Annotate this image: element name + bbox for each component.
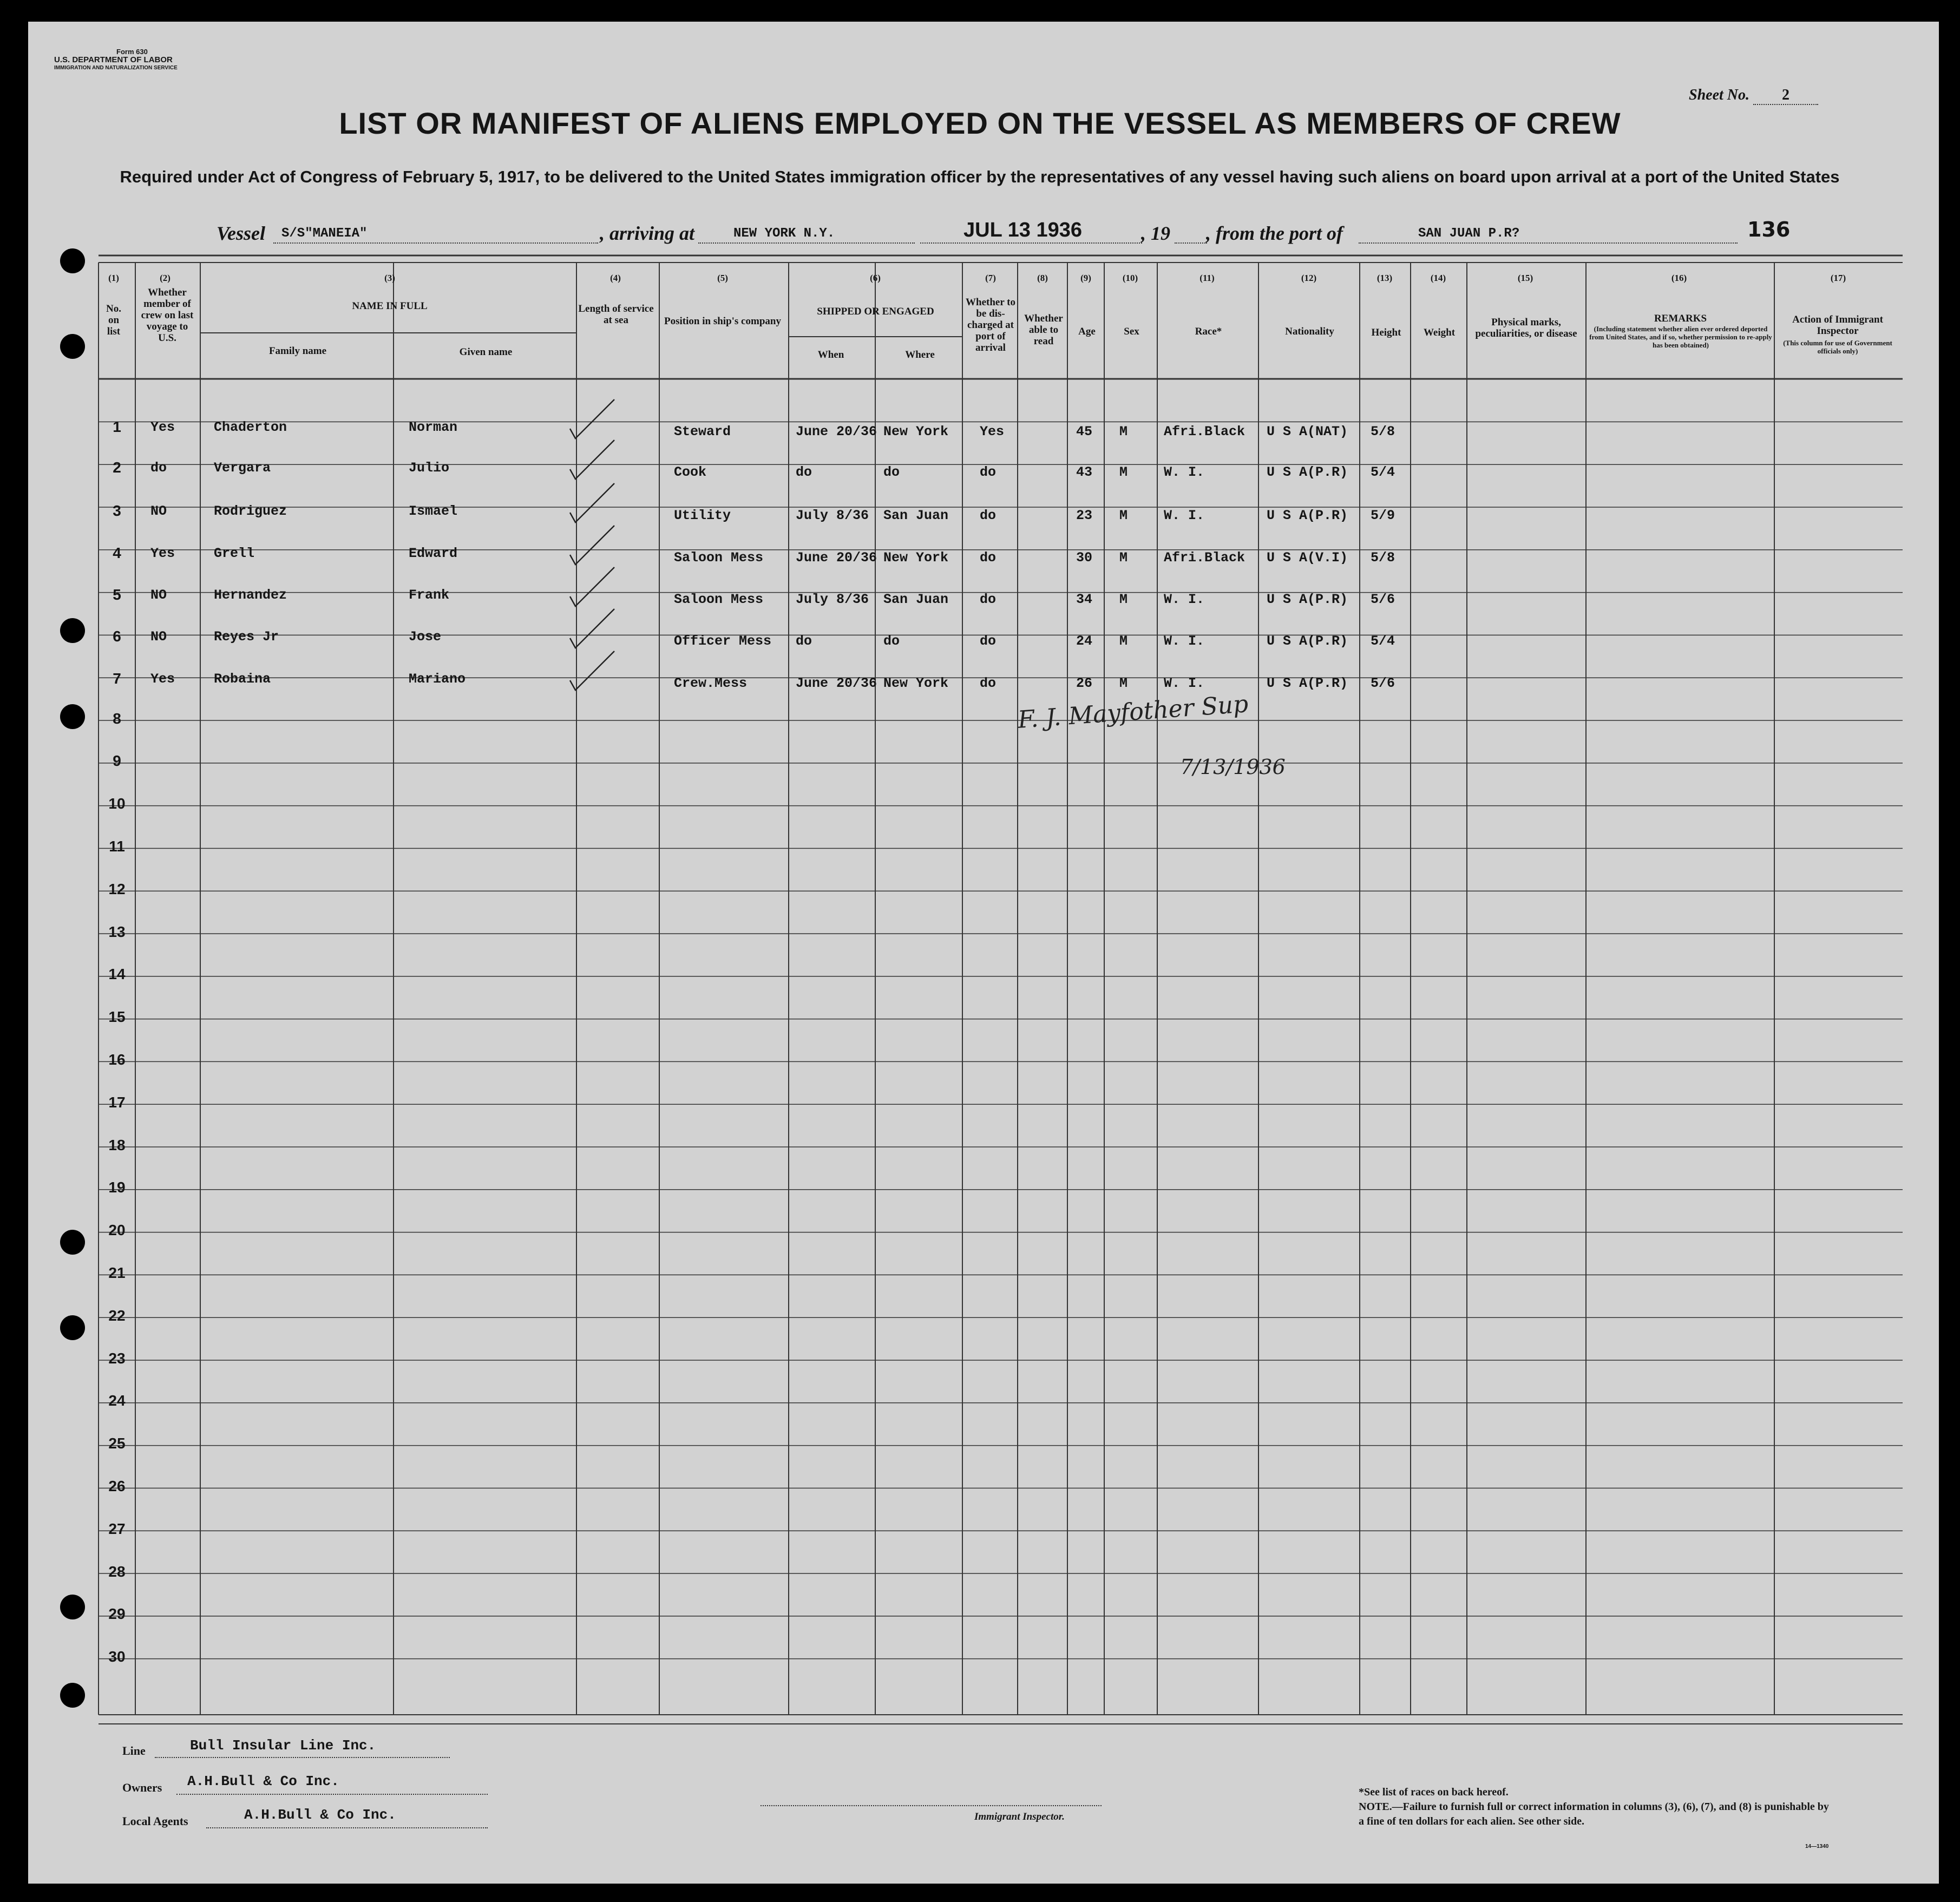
race-cell: W. I. [1164, 675, 1205, 691]
nationality-cell: U S A(NAT) [1267, 424, 1348, 440]
column-number: (9) [1080, 273, 1091, 283]
header-action: Action of Immigrant Inspector [1792, 314, 1883, 337]
column-number: (12) [1301, 273, 1317, 283]
family-name-cell: Grell [214, 546, 255, 561]
nationality-cell: U S A(V.I) [1267, 550, 1348, 566]
header-discharged: Whether to be dis-charged at port of arrival [966, 297, 1015, 353]
header-physical: Physical marks, peculiarities, or disease [1475, 317, 1577, 339]
column-number: (6) [870, 273, 881, 283]
from-value[interactable]: SAN JUAN P.R? [1418, 226, 1520, 241]
sex-cell: M [1119, 675, 1128, 691]
row-number: 17 [108, 1093, 126, 1111]
row-number: 26 [108, 1478, 126, 1494]
row-number: 4 [113, 545, 121, 561]
binder-hole [60, 1230, 85, 1255]
row-number: 29 [108, 1605, 126, 1623]
sex-cell: M [1119, 633, 1128, 649]
height-cell: 5/8 [1371, 550, 1395, 566]
discharged-cell: Yes [980, 424, 1005, 440]
height-cell: 5/4 [1371, 464, 1395, 480]
agents-label: Local Agents [122, 1814, 188, 1828]
header-nationality: Nationality [1285, 326, 1334, 337]
given-name-cell: Jose [409, 629, 442, 645]
row-number: 8 [113, 710, 121, 727]
header-shipped: SHIPPED OR ENGAGED [817, 306, 934, 317]
check-mark-icon [566, 479, 620, 528]
given-name-cell: Edward [409, 546, 458, 561]
header-length-service: Length of service at sea [578, 303, 654, 326]
row-number: 19 [108, 1179, 126, 1196]
row-number: 14 [108, 966, 126, 983]
agents-dots [206, 1827, 488, 1828]
line-value[interactable]: Bull Insular Line Inc. [190, 1737, 376, 1754]
race-cell: Afri.Black [1164, 424, 1246, 440]
family-name-cell: Rodriguez [214, 503, 287, 519]
row-number: 11 [109, 838, 125, 855]
member-cell: Yes [150, 671, 175, 687]
family-name-cell: Robaina [214, 671, 271, 687]
header-remarks-note: (Including statement whether alien ever ordered deported from United States, and if so, whether permission to re-apply has been obtained) [1589, 325, 1772, 349]
column-number: (17) [1830, 273, 1846, 283]
when-cell: do [796, 633, 812, 649]
family-name-cell: Vergara [214, 460, 271, 476]
age-cell: 43 [1076, 464, 1093, 480]
header-height: Height [1371, 327, 1401, 338]
member-cell: NO [150, 587, 167, 603]
signature-date: 7/13/1936 [1180, 755, 1286, 779]
binder-hole [60, 248, 85, 273]
height-cell: 5/4 [1371, 633, 1395, 649]
page-subtitle: Required under Act of Congress of February 5, 1917, to be delivered to the United States immigration officer by the representatives of any vessel having such aliens on board upon arrival at a port of the United States [120, 167, 1840, 186]
row-number: 2 [113, 459, 121, 476]
when-cell: July 8/36 [796, 508, 869, 523]
when-cell: June 20/36 [796, 675, 877, 691]
row-number: 13 [108, 923, 126, 940]
sex-cell: M [1119, 464, 1128, 480]
family-name-cell: Chaderton [214, 419, 287, 435]
row-number: 27 [108, 1520, 126, 1537]
discharged-cell: do [980, 464, 997, 480]
service-name: IMMIGRATION AND NATURALIZATION SERVICE [54, 65, 178, 71]
check-mark-icon [566, 647, 620, 696]
owners-dots [176, 1794, 488, 1795]
column-number: (2) [160, 273, 171, 283]
row-number: 10 [108, 795, 126, 812]
row-number: 28 [108, 1563, 126, 1580]
column-number: (1) [108, 273, 119, 283]
header-action-note: (This column for use of Government officials only) [1783, 339, 1892, 355]
nationality-cell: U S A(P.R) [1267, 508, 1348, 523]
member-cell: do [150, 460, 167, 476]
height-cell: 5/8 [1371, 424, 1395, 440]
row-number: 20 [108, 1222, 126, 1239]
header-when: When [817, 349, 844, 360]
where-cell: San Juan [883, 508, 949, 523]
age-cell: 24 [1076, 633, 1093, 649]
department-name: U.S. DEPARTMENT OF LABOR [54, 55, 173, 64]
race-cell: W. I. [1164, 592, 1205, 607]
check-mark-icon [566, 605, 620, 653]
race-cell: W. I. [1164, 633, 1205, 649]
member-cell: Yes [150, 546, 175, 561]
header-weight: Weight [1423, 327, 1456, 338]
row-number: 3 [113, 502, 121, 519]
binder-hole [60, 618, 85, 643]
where-cell: do [883, 633, 900, 649]
position-cell: Cook [674, 464, 707, 480]
arriving-value[interactable]: NEW YORK N.Y. [733, 226, 835, 241]
vessel-label: Vessel [217, 222, 265, 244]
agents-value[interactable]: A.H.Bull & Co Inc. [244, 1807, 396, 1823]
line-dots [155, 1757, 450, 1758]
sex-cell: M [1119, 508, 1128, 523]
inspector-signature-line [761, 1805, 1102, 1806]
footer-agents [122, 1807, 396, 1828]
position-cell: Utility [674, 508, 731, 523]
sex-cell: M [1119, 550, 1128, 566]
header-remarks: REMARKS [1654, 313, 1707, 324]
column-number: (4) [610, 273, 621, 283]
nationality-cell: U S A(P.R) [1267, 633, 1348, 649]
age-cell: 30 [1076, 550, 1093, 566]
binder-hole [60, 704, 85, 729]
discharged-cell: do [980, 508, 997, 523]
position-cell: Steward [674, 424, 731, 440]
member-cell: Yes [150, 419, 175, 435]
races-note: *See list of races on back hereof. [1359, 1786, 1509, 1798]
row-number: 6 [113, 628, 121, 645]
row-number: 25 [108, 1435, 126, 1452]
column-number: (8) [1037, 273, 1048, 283]
nationality-cell: U S A(P.R) [1267, 464, 1348, 480]
column-number: (11) [1199, 273, 1215, 283]
header-age: Age [1078, 326, 1096, 337]
nationality-cell: U S A(P.R) [1267, 592, 1348, 607]
family-name-cell: Reyes Jr [214, 629, 279, 645]
height-cell: 5/6 [1371, 592, 1395, 607]
given-name-cell: Mariano [409, 671, 466, 687]
header-where: Where [905, 349, 935, 360]
footer-line [122, 1737, 376, 1758]
family-name-cell: Hernandez [214, 587, 287, 603]
where-cell: New York [883, 550, 949, 566]
discharged-cell: do [980, 592, 997, 607]
row-number: 23 [108, 1349, 126, 1367]
discharged-cell: do [980, 633, 997, 649]
race-cell: W. I. [1164, 508, 1205, 523]
when-cell: July 8/36 [796, 592, 869, 607]
header-sex: Sex [1124, 326, 1139, 337]
column-number: (15) [1517, 273, 1533, 283]
row-number: 24 [108, 1392, 126, 1409]
row-number: 15 [108, 1008, 126, 1026]
date-stamp: JUL 13 1936 [963, 219, 1083, 241]
when-cell: do [796, 464, 812, 480]
row-number: 21 [108, 1264, 126, 1281]
row-number: 22 [108, 1307, 126, 1324]
given-name-cell: Norman [409, 419, 458, 435]
row-number: 1 [113, 418, 121, 435]
where-cell: New York [883, 675, 949, 691]
position-cell: Officer Mess [674, 633, 772, 649]
discharged-cell: do [980, 550, 997, 566]
where-cell: New York [883, 424, 949, 440]
footer-owners [122, 1773, 339, 1795]
binder-hole [60, 1315, 85, 1340]
member-cell: NO [150, 629, 167, 645]
position-cell: Saloon Mess [674, 550, 764, 566]
discharged-cell: do [980, 675, 997, 691]
age-cell: 26 [1076, 675, 1093, 691]
age-cell: 34 [1076, 592, 1093, 607]
column-number: (10) [1122, 273, 1138, 283]
given-name-cell: Ismael [409, 503, 458, 519]
given-name-cell: Julio [409, 460, 450, 476]
binder-hole [60, 1595, 85, 1619]
row-number: 7 [113, 670, 121, 687]
line-label: Line [122, 1744, 146, 1757]
header-no-on-list: No. on list [106, 303, 121, 337]
column-number: (14) [1430, 273, 1446, 283]
column-number: (13) [1376, 273, 1393, 283]
height-cell: 5/6 [1371, 675, 1395, 691]
sheet-number-value: 2 [1753, 87, 1818, 105]
vessel-value[interactable]: S/S"MANEIA" [281, 226, 368, 241]
check-mark-icon [566, 436, 620, 484]
inspector-label: Immigrant Inspector. [974, 1811, 1065, 1822]
sex-cell: M [1119, 592, 1128, 607]
when-cell: June 20/36 [796, 550, 877, 566]
where-cell: do [883, 464, 900, 480]
age-cell: 45 [1076, 424, 1093, 440]
header-given-name: Given name [459, 346, 513, 358]
height-cell: 5/9 [1371, 508, 1395, 523]
fine-note: NOTE.—Failure to furnish full or correct information in columns (3), (6), (7), and (8) is punishable by a fine of ten dollars for each alien. See other side. [1359, 1801, 1829, 1827]
row-number: 18 [108, 1136, 126, 1153]
where-cell: San Juan [883, 592, 949, 607]
column-number: (7) [985, 273, 996, 283]
header-family-name: Family name [268, 345, 327, 357]
row-number: 9 [113, 752, 121, 770]
position-cell: Saloon Mess [674, 592, 764, 607]
from-label: , from the port of [1206, 222, 1343, 244]
member-cell: NO [150, 503, 167, 519]
header-whether-member: Whether member of crew on last voyage to U.S. [141, 287, 194, 344]
sex-cell: M [1119, 424, 1128, 440]
race-cell: W. I. [1164, 464, 1205, 480]
column-number: (5) [717, 273, 728, 283]
owners-label: Owners [122, 1781, 162, 1794]
handwritten-number: 136 [1747, 218, 1791, 241]
when-cell: June 20/36 [796, 424, 877, 440]
form-number: Form 630 [116, 48, 148, 56]
print-code: 14—1340 [1805, 1844, 1829, 1849]
page-title: LIST OR MANIFEST OF ALIENS EMPLOYED ON THE VESSEL AS MEMBERS OF CREW [339, 106, 1621, 140]
column-number: (16) [1671, 273, 1687, 283]
binder-hole [60, 334, 85, 359]
given-name-cell: Frank [409, 587, 450, 603]
row-number: 12 [108, 880, 126, 897]
owners-value[interactable]: A.H.Bull & Co Inc. [187, 1773, 339, 1789]
signature: F. J. Mayfother Sup [1017, 690, 1249, 734]
header-name-in-full: NAME IN FULL [352, 300, 428, 312]
column-number: (3) [384, 273, 395, 283]
race-cell: Afri.Black [1164, 550, 1246, 566]
binder-hole [60, 1683, 85, 1708]
row-number: 5 [113, 586, 121, 603]
row-number: 30 [108, 1648, 126, 1665]
position-cell: Crew.Mess [674, 675, 748, 691]
arriving-label: , arriving at [600, 222, 695, 244]
nationality-cell: U S A(P.R) [1267, 675, 1348, 691]
header-race: Race* [1195, 326, 1222, 337]
header-position: Position in ship's company [664, 316, 781, 327]
year-label: , 19 [1141, 222, 1170, 244]
sheet-label: Sheet No. [1689, 87, 1749, 103]
age-cell: 23 [1076, 508, 1093, 523]
header-able-read: Whether able to read [1024, 313, 1063, 347]
row-number: 16 [108, 1051, 126, 1068]
